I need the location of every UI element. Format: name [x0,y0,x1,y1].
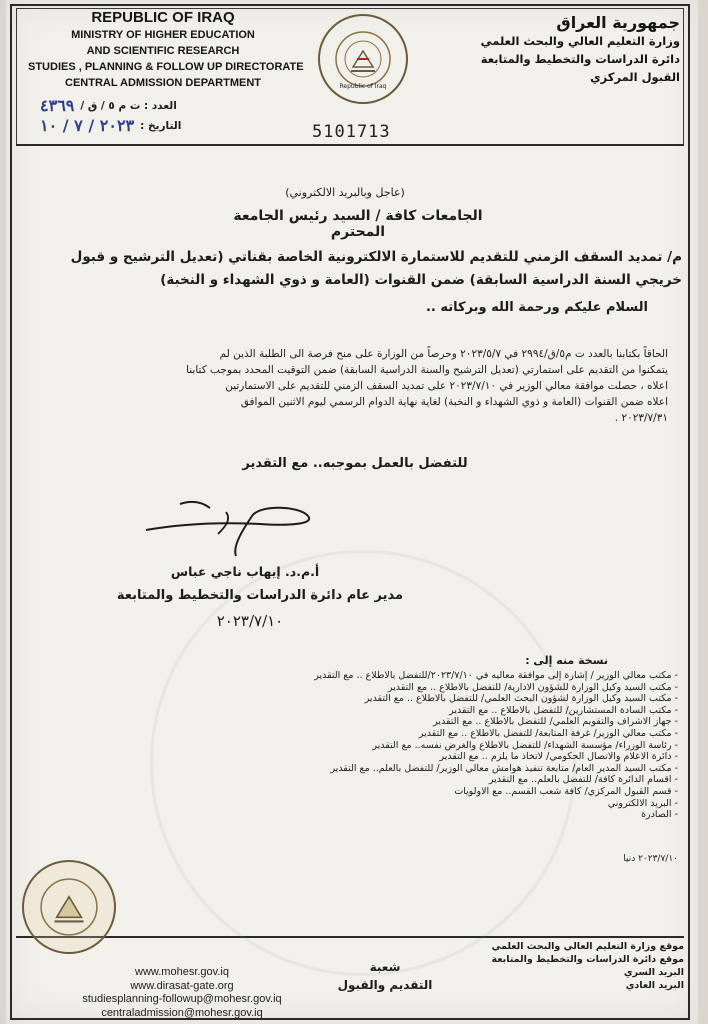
footer-contacts [82,966,282,1020]
directorate-ar: دائرة الدراسات والتخطيط والمتابعة [480,52,680,66]
cc-item: - مكتب السادة المستشارين/ للتفضل بالاطلاع .. مع التقدير [118,705,678,717]
footer-seal-emblem-icon [38,876,100,938]
cc-item: - مكتب معالي الوزير / إشارة إلى موافقة معاليه في ٢٠٢٣/٧/١٠/للتفضل بالاطلاع .. مع التقدير [118,670,678,682]
addressee: الجامعات كافة / السيد رئيس الجامعة المحترم [233,208,483,240]
footer-email-planning[interactable]: studiesplanning-followup@mohesr.gov.iq [82,993,282,1005]
footer-section-name: التقديم والقبول [337,978,433,992]
paragraph-line2: يتمكنوا من التقديم على استمارتي (تعديل الترشيح والسنة الدراسية السابقة) ضمن التوقيت المحدد بموجب كتابنا [186,364,668,376]
footer-arabic-info [484,940,684,992]
footer-ar-line: موقع وزارة التعليم العالي والبحث العلمي [491,941,684,952]
subject-line2: خريجي السنة الدراسية السابقة) ضمن القنوات (العامة و ذوي الشهداء و النخبة) [160,272,682,288]
cc-item: - دائرة الاعلام والاتصال الحكومي/ لاتخاذ ما يلزم .. مع التقدير [118,751,678,763]
ministry-ar: وزارة التعليم العالي والبحث العلمي [480,34,680,48]
ref-number [40,96,177,115]
ref-date-value: ٢٠٢٣ / ٧ / ١٠ [40,116,135,135]
signature-icon [140,494,340,564]
paragraph-line4: اعلاه ضمن القنوات (العامة و ذوي الشهداء و النخبة) لغاية نهاية الدوام الرسمي ليوم الاثنين الموافق [240,396,668,408]
paragraph-line5: ٢٠٢٣/٧/٣١ . [614,412,668,424]
footer-seal [22,860,116,954]
department-ar: القبول المركزي [590,70,680,84]
ref-number-label: العدد : ت م ٥ / ق / [80,99,177,112]
header-divider [16,144,684,146]
subject [32,246,682,292]
cc-item: - جهاز الاشراف والتقويم العلمي/ للتفضل بالاطلاع .. مع التقدير [118,716,678,728]
document-number: 5101713 [312,122,391,142]
footer-ar-line: البريد العادي [625,980,684,991]
ref-number-value: ٤٣٦٩ [40,96,75,115]
footer-section-label: شعبة [369,960,401,974]
directorate-en: STUDIES , PLANNING & FOLLOW UP DIRECTORATE [28,61,304,73]
signature-date: ٢٠٢٣/٧/١٠ [216,612,284,630]
ministry-en-line2: AND SCIENTIFIC RESEARCH [86,45,240,57]
ministry-seal [318,14,408,104]
cc-item: - الصادرة [118,809,678,821]
greeting: السلام عليكم ورحمة الله وبركاته .. [425,300,648,315]
ref-date [40,116,181,135]
cc-list [118,670,678,821]
footer-link-dirasat[interactable]: www.dirasat-gate.org [130,979,234,992]
closing-line: للتفضل بالعمل بموجبه.. مع التقدير [242,456,468,471]
seal-text: Republic of Iraq [339,82,387,90]
footer-ar-line: موقع دائرة الدراسات والتخطيط والمتابعة [491,954,684,965]
subject-line1: م/ تمديد السقف الزمني للتقديم للاستمارة الالكترونية الخاصة بقناتي (تعديل الترشيح و قبول [70,249,682,265]
paragraph-line1: الحاقاً بكتابنا بالعدد ت م٥/ق/٢٩٩٤ في ٢٠٢٣/٥/٧ وحرصاً من الوزارة على منح فرصة الى الطلبة الذين لم [219,348,668,360]
cc-title: نسخة منه إلى : [525,654,608,667]
cc-item: - مكتب السيد وكيل الوزارة للشؤون الادارية/ للتفضل بالاطلاع .. مع التقدير [118,682,678,694]
footer-section-ar [330,958,440,994]
ministry-en-line1: MINISTRY OF HIGHER EDUCATION [71,29,255,41]
department-en: CENTRAL ADMISSION DEPARTMENT [65,77,261,89]
header-arabic [450,14,680,86]
ref-date-label: التاريخ : [140,119,182,132]
cc-item: - اقسام الدائرة كافة/ للتفضل بالعلم.. مع التقدير [118,774,678,786]
paragraph-line3: اعلاه ، حصلت موافقة معالي الوزير في ٢٠٢٣/٧/١٠ على تمديد السقف الزمني للتقديم على الاستمارتين [225,380,668,392]
footer-email-admission[interactable]: centraladmission@mohesr.gov.iq [101,1006,263,1019]
main-paragraph [48,346,668,426]
footer-link-ministry[interactable]: www.mohesr.gov.iq [135,966,229,978]
cc-item: - قسم القبول المركزي/ كافة شعب القسم.. مع الاولويات [118,786,678,798]
signatory-title: مدير عام دائرة الدراسات والتخطيط والمتابعة [116,588,404,603]
header-english [28,8,304,91]
country-en: REPUBLIC OF IRAQ [91,9,235,26]
cc-item: - مكتب السيد المدير العام/ متابعة تنفيذ هوامش معالي الوزير/ للتفضل بالعلم.. مع التقدير [118,763,678,775]
cc-item: - مكتب معالي الوزير/ غرفة المتابعة/ للتفضل بالاطلاع .. مع التقدير [118,728,678,740]
cc-footer-note: ٢٠٢٣/٧/١٠ دنيا [623,854,678,864]
cc-item: - مكتب السيد وكيل الوزارة لشؤون البحث العلمي/ للتفضل بالاطلاع .. مع التقدير [118,693,678,705]
country-ar: جمهورية العراق [556,13,680,32]
cc-item: - رئاسة الوزراء/ مؤسسة الشهداء/ للتفضل بالاطلاع والغرض نفسه.. مع التقدير [118,740,678,752]
cc-item: - البريد الالكتروني [118,798,678,810]
seal-emblem-icon [333,29,393,89]
urgent-note: (عاجل وبالبريد الالكتروني) [285,186,405,199]
footer-ar-line: البريد السري [623,967,684,978]
signatory-name: أ.م.د. إيهاب ناجي عباس [170,564,320,579]
